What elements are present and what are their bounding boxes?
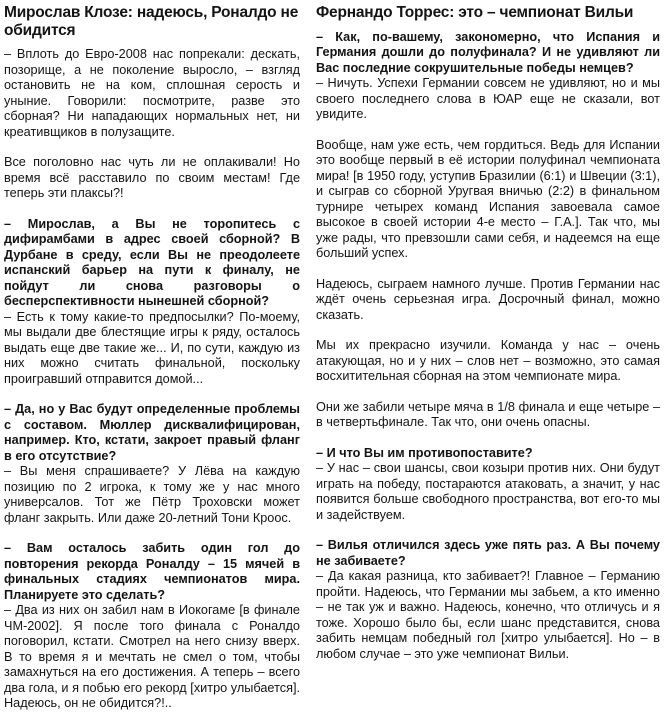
answer-paragraph: – Ничуть. Успехи Германии совсем не удивляют, но и мы своего последнего слова в ЮАР еще не сказали, вот увидите. xyxy=(316,76,660,121)
question-paragraph: – Вилья отличился здесь уже пять раз. А Вы почему не забиваете? xyxy=(316,538,660,568)
paragraph-block xyxy=(4,217,300,388)
paragraph-block xyxy=(4,402,300,526)
paragraph-block xyxy=(316,338,660,385)
article-title-left: Мирослав Клозе: надеюсь, Роналдо не обидится xyxy=(4,4,299,39)
answer-paragraph: – Вы меня спрашиваете? У Лёва на каждую позицию по 2 игрока, к тому же у нас много универсалов. Тот же Пётр Троховски может фланг закрыть. Или даже 20-летний Тони Кроос. xyxy=(4,464,300,525)
answer-paragraph: – Два из них он забил нам в Иокогаме [в финале ЧМ-2002]. Я после того финала с Роналдо поговорил, кстати. Смотрел на него снизу вверх. В то время я и мечтать не смел о том, чтобы замахнуться на его достижения. А теперь – всего два гола, и я побью его рекорд [хитро улыбается]. Надеюсь, он не обидится?!.. xyxy=(4,603,300,710)
paragraph-block xyxy=(316,538,660,662)
question-paragraph: – И что Вы им противопоставите? xyxy=(316,445,533,460)
article-body-left xyxy=(4,47,300,712)
paragraph-block xyxy=(316,400,660,431)
text-paragraph: Они же забили четыре мяча в 1/8 финала и еще четыре – в четвертьфинале. Так что, они очень опасны. xyxy=(316,399,660,429)
article-body-right xyxy=(316,30,660,663)
paragraph-block xyxy=(316,138,660,262)
paragraph-block xyxy=(4,47,300,140)
question-paragraph: – Вам осталось забить один гол до повторения рекорда Роналду – 15 мячей в финальных стадиях чемпионатов мира. Планируете это сделать? xyxy=(4,541,300,602)
paragraph-block xyxy=(4,155,300,202)
paragraph-block xyxy=(4,541,300,712)
question-paragraph: – Как, по-вашему, закономерно, что Испания и Германия дошли до полуфинала? И не удивляют ли Вас последние сокрушительные победы немцев? xyxy=(316,29,660,75)
question-paragraph: – Да, но у Вас будут определенные проблемы с составом. Мюллер дисквалифицирован, например. Кто, кстати, закроет правый фланг в его отсутствие? xyxy=(4,402,300,463)
question-paragraph: – Мирослав, а Вы не торопитесь с дифирамбами в адрес своей сборной? В Дурбане в среду, если Вы не преодолеете испанский барьер на пути к финалу, не пойдут ли снова разговоры о бесперспективности нынешней сборной? xyxy=(4,216,300,308)
text-paragraph: – Вплоть до Евро-2008 нас попрекали: дескать, позорище, а не поколение выросло, – взгляд остановить не на ком, сплошная серость и уныние. Говорили: посмотрите, разве это сборная? Ни нападающих нормальных нет, ни креативщиков в полузащите. xyxy=(4,47,300,139)
article-column-klose xyxy=(4,3,300,712)
text-paragraph: Все поголовно нас чуть ли не оплакивали! Но время всё расставило по своим местам! Где теперь эти плаксы?! xyxy=(4,155,300,200)
answer-paragraph: – У нас – свои шансы, свои козыри против них. Они будут играть на победу, постараются атаковать, а значит, у нас появится больше свободного пространства, вот его-то мы и задействуем. xyxy=(316,461,660,522)
article-title-right: Фернандо Торрес: это – чемпионат Вильи xyxy=(316,4,634,21)
paragraph-block xyxy=(316,446,660,524)
text-paragraph: Мы их прекрасно изучили. Команда у нас – очень атакующая, но и у них – слов нет – возможно, это самая восхитительная сборная на этом чемпионате мира. xyxy=(316,338,660,383)
article-column-torres xyxy=(316,3,660,712)
answer-paragraph: – Есть к тому какие-то предпосылки? По-моему, мы выдали две блестящие игры к ряду, осталось выдать еще две такие же... И, по сути, каждую из них можно считать финальной, поскольку проигравший отправится домой... xyxy=(4,309,300,386)
text-paragraph: Надеюсь, сыграем намного лучше. Против Германии нас ждёт очень серьезная игра. Досрочный финал, можно сказать. xyxy=(316,276,660,322)
answer-paragraph: – Да какая разница, кто забивает?! Главное – Германию пройти. Надеюсь, что Германии мы забьем, а кто именно – не так уж и важно. Надеюсь, конечно, что отличусь и я тоже. Хорошо было бы, если шанс представится, снова забить немцам победный гол [хитро улыбается]. Но – в любом случае – это уже чемпионат Вильи. xyxy=(316,569,660,661)
paragraph-block xyxy=(316,30,660,123)
text-paragraph: Вообще, нам уже есть, чем гордиться. Ведь для Испании это вообще первый в её истории полуфинал чемпионата мира! [в 1950 году, уступив Бразилии (6:1) и Швеции (3:1), и сыграв со сборной Уругвая вничью (2:2) в финальном турнире четырех команд Испания завоевала самое высокое в своей истории 4-е место – Г.А.]. Так что, мы уже рады, что превзошли сами себя, и надеемся на еще больший успех. xyxy=(316,137,660,260)
paragraph-block xyxy=(316,277,660,324)
